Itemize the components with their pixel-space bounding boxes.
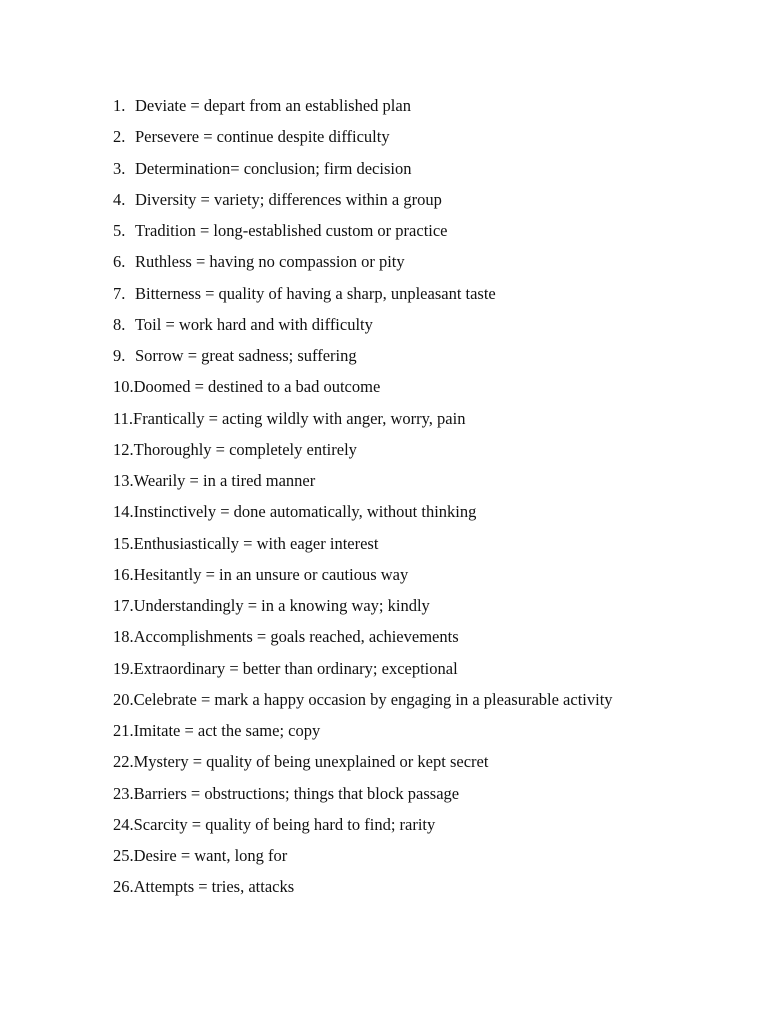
list-item: [113, 340, 613, 371]
item-number: 6.: [113, 252, 126, 272]
item-text: Desire = want, long for: [133, 846, 288, 865]
list-item: [113, 840, 613, 871]
list-item: [113, 371, 613, 402]
item-number: 7.: [113, 283, 126, 303]
item-number: 23.: [113, 783, 134, 803]
item-number: 13.: [113, 471, 134, 490]
list-item: [113, 434, 613, 465]
item-text: Barriers = obstructions; things that block passage: [133, 783, 460, 803]
item-number: 20.: [113, 689, 134, 709]
list-item: [113, 465, 613, 496]
item-text: Sorrow = great sadness; suffering: [135, 346, 357, 365]
item-text: Attempts = tries, attacks: [133, 877, 295, 897]
list-item: [113, 809, 613, 840]
item-number: 4.: [113, 189, 126, 209]
item-text: Wearily = in a tired manner: [133, 471, 316, 490]
vocabulary-list: [113, 90, 613, 903]
list-item: [113, 121, 613, 152]
list-item: [113, 309, 613, 340]
item-number: 17.: [113, 596, 134, 615]
item-number: 3.: [113, 158, 126, 178]
item-number: 5.: [113, 221, 126, 240]
item-number: 14.: [113, 502, 134, 522]
item-number: 2.: [113, 127, 126, 147]
item-text: Enthusiastically = with eager interest: [133, 533, 379, 553]
item-number: 9.: [113, 346, 126, 365]
list-item: [113, 715, 613, 746]
item-text: Deviate = depart from an established plan: [135, 96, 411, 115]
list-item: [113, 246, 613, 277]
list-item: [113, 90, 613, 121]
item-number: 24.: [113, 814, 134, 834]
item-text: Diversity = variety; differences within a group: [135, 189, 442, 209]
item-number: 10.: [113, 377, 134, 397]
list-item: [113, 746, 613, 777]
item-number: 26.: [113, 877, 134, 897]
item-number: 22.: [113, 752, 134, 772]
list-item: [113, 403, 613, 434]
list-item: [113, 653, 613, 684]
item-text: Accomplishments = goals reached, achievements: [133, 627, 459, 647]
list-item: [113, 496, 613, 527]
item-number: 8.: [113, 314, 126, 334]
item-text: Scarcity = quality of being hard to find; rarity: [133, 814, 436, 834]
item-text: Hesitantly = in an unsure or cautious way: [133, 564, 409, 584]
list-item: [113, 153, 613, 184]
item-text: Bitterness = quality of having a sharp, unpleasant taste: [135, 283, 496, 303]
list-item: [113, 559, 613, 590]
list-item: [113, 184, 613, 215]
item-text: Doomed = destined to a bad outcome: [133, 377, 381, 397]
item-text: Determination= conclusion; firm decision: [135, 158, 412, 178]
item-text: Mystery = quality of being unexplained or kept secret: [133, 752, 489, 772]
item-number: 11.: [113, 408, 134, 428]
list-item: [113, 278, 613, 309]
item-number: 25.: [113, 846, 134, 865]
item-text: Persevere = continue despite difficulty: [135, 127, 390, 147]
item-number: 15.: [113, 533, 134, 553]
item-text: Instinctively = done automatically, without thinking: [133, 502, 477, 522]
item-text: Understandingly = in a knowing way; kindly: [133, 596, 430, 615]
item-text: Toil = work hard and with difficulty: [135, 314, 373, 334]
item-number: 18.: [113, 627, 134, 647]
list-item: [113, 215, 613, 246]
list-item: [113, 590, 613, 621]
item-number: 16.: [113, 564, 134, 584]
list-item: [113, 778, 613, 809]
item-number: 21.: [113, 721, 134, 740]
item-number: 19.: [113, 658, 134, 678]
item-text: Thoroughly = completely entirely: [133, 439, 357, 459]
item-text: Tradition = long-established custom or practice: [135, 221, 448, 240]
list-item: [113, 871, 613, 902]
item-text: Extraordinary = better than ordinary; exceptional: [133, 658, 458, 678]
list-item: [113, 528, 613, 559]
item-text: Ruthless = having no compassion or pity: [135, 252, 405, 272]
item-text: Frantically = acting wildly with anger, worry, pain: [133, 408, 466, 428]
list-item: [113, 621, 613, 652]
item-number: 1.: [113, 96, 126, 115]
item-number: 12.: [113, 439, 134, 459]
item-text: Celebrate = mark a happy occasion by engaging in a pleasurable activity: [133, 689, 613, 709]
list-item: [113, 684, 613, 715]
item-text: Imitate = act the same; copy: [133, 721, 321, 740]
